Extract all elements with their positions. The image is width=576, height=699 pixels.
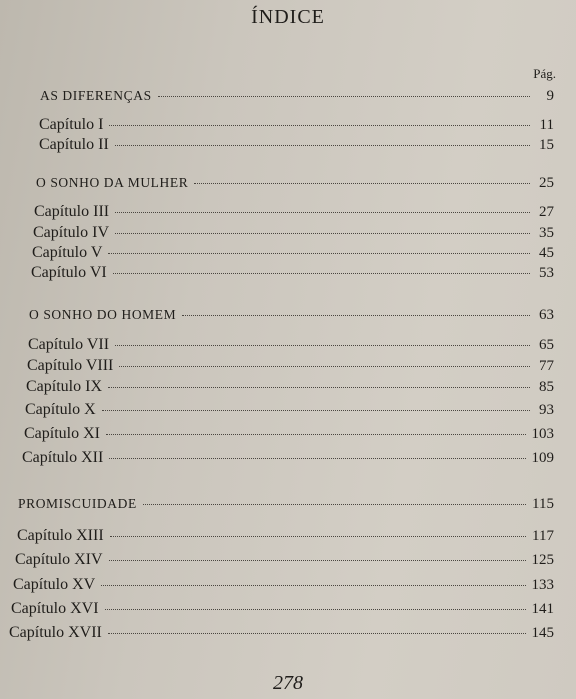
toc-chapter-label: Capítulo XVI (11, 600, 99, 617)
dot-leader (115, 233, 530, 234)
toc-chapter-label: Capítulo XVII (9, 624, 102, 641)
toc-page-number: 11 (539, 117, 554, 133)
toc-section-label: O SONHO DO HOMEM (29, 307, 177, 322)
toc-chapter-xvi (11, 600, 554, 622)
page-column-header: Pág. (533, 66, 556, 81)
toc-chapter-ix (26, 378, 554, 400)
toc-page-number: 27 (539, 204, 554, 220)
toc-section-label: PROMISCUIDADE (18, 496, 137, 511)
toc-chapter-label: Capítulo XIII (17, 527, 104, 544)
toc-page-number: 125 (531, 552, 554, 568)
toc-chapter-v (32, 244, 554, 266)
toc-chapter-xvii (9, 624, 554, 646)
toc-chapter-label: Capítulo I (39, 116, 104, 133)
toc-section-promiscuidade (18, 496, 554, 518)
dot-leader (108, 633, 526, 634)
dot-leader (109, 458, 525, 459)
toc-page-number: 103 (531, 426, 554, 442)
toc-chapter-x (25, 401, 554, 423)
toc-section-o-sonho-do-homem (29, 307, 554, 329)
toc-page-number: 77 (539, 358, 554, 374)
toc-page-number: 141 (531, 601, 554, 617)
dot-leader (158, 96, 530, 97)
toc-section-label: AS DIFERENÇAS (40, 88, 152, 103)
dot-leader (110, 536, 526, 537)
toc-chapter-label: Capítulo VIII (27, 357, 114, 374)
dot-leader (182, 315, 530, 316)
toc-chapter-label: Capítulo II (39, 136, 109, 153)
toc-chapter-vii (28, 336, 554, 358)
toc-chapter-iv (33, 224, 554, 246)
toc-chapter-label: Capítulo V (32, 244, 103, 261)
toc-chapter-viii (27, 357, 554, 379)
toc-chapter-i (39, 116, 554, 138)
dot-leader (115, 212, 530, 213)
page-number-footer: 278 (273, 672, 303, 694)
toc-section-label: O SONHO DA MULHER (36, 175, 189, 190)
dot-leader (108, 253, 530, 254)
toc-chapter-label: Capítulo XII (22, 449, 104, 466)
toc-chapter-xii (22, 449, 554, 471)
dot-leader (115, 145, 530, 146)
dot-leader (105, 609, 526, 610)
toc-page-number: 25 (539, 175, 554, 191)
dot-leader (113, 273, 530, 274)
toc-page-number: 93 (539, 402, 554, 418)
toc-page-number: 9 (546, 88, 554, 104)
toc-page-number: 63 (539, 307, 554, 323)
toc-page-number: 45 (539, 245, 554, 261)
toc-chapter-xv (13, 576, 554, 598)
toc-chapter-vi (31, 264, 554, 286)
toc-section-o-sonho-da-mulher (36, 175, 554, 197)
toc-page-number: 115 (532, 496, 554, 512)
dot-leader (102, 410, 530, 411)
toc-chapter-xiv (15, 551, 554, 573)
toc-chapter-xiii (17, 527, 554, 549)
toc-chapter-label: Capítulo IV (33, 224, 109, 241)
toc-page-number: 109 (531, 450, 554, 466)
toc-page-number: 35 (539, 225, 554, 241)
toc-chapter-label: Capítulo XV (13, 576, 96, 593)
toc-chapter-iii (34, 203, 554, 225)
toc-page-number: 145 (531, 625, 554, 641)
toc-chapter-label: Capítulo XIV (15, 551, 103, 568)
dot-leader (108, 387, 530, 388)
toc-chapter-label: Capítulo VII (28, 336, 110, 353)
toc-chapter-label: Capítulo XI (24, 425, 100, 442)
dot-leader (194, 183, 530, 184)
toc-page-number: 15 (539, 137, 554, 153)
toc-chapter-label: Capítulo IX (26, 378, 102, 395)
toc-page-number: 117 (532, 528, 554, 544)
dot-leader (109, 125, 530, 126)
dot-leader (119, 366, 530, 367)
toc-chapter-label: Capítulo VI (31, 264, 107, 281)
dot-leader (106, 434, 526, 435)
toc-chapter-ii (39, 136, 554, 158)
dot-leader (101, 585, 525, 586)
toc-page-number: 133 (531, 577, 554, 593)
dot-leader (109, 560, 526, 561)
toc-page-number: 65 (539, 337, 554, 353)
toc-chapter-label: Capítulo X (25, 401, 96, 418)
toc-page-number: 85 (539, 379, 554, 395)
toc-section-as-diferencas (40, 88, 554, 110)
toc-chapter-xi (24, 425, 554, 447)
toc-chapter-label: Capítulo III (34, 203, 110, 220)
dot-leader (143, 504, 526, 505)
page-title: ÍNDICE (251, 6, 325, 28)
dot-leader (115, 345, 530, 346)
toc-page-number: 53 (539, 265, 554, 281)
